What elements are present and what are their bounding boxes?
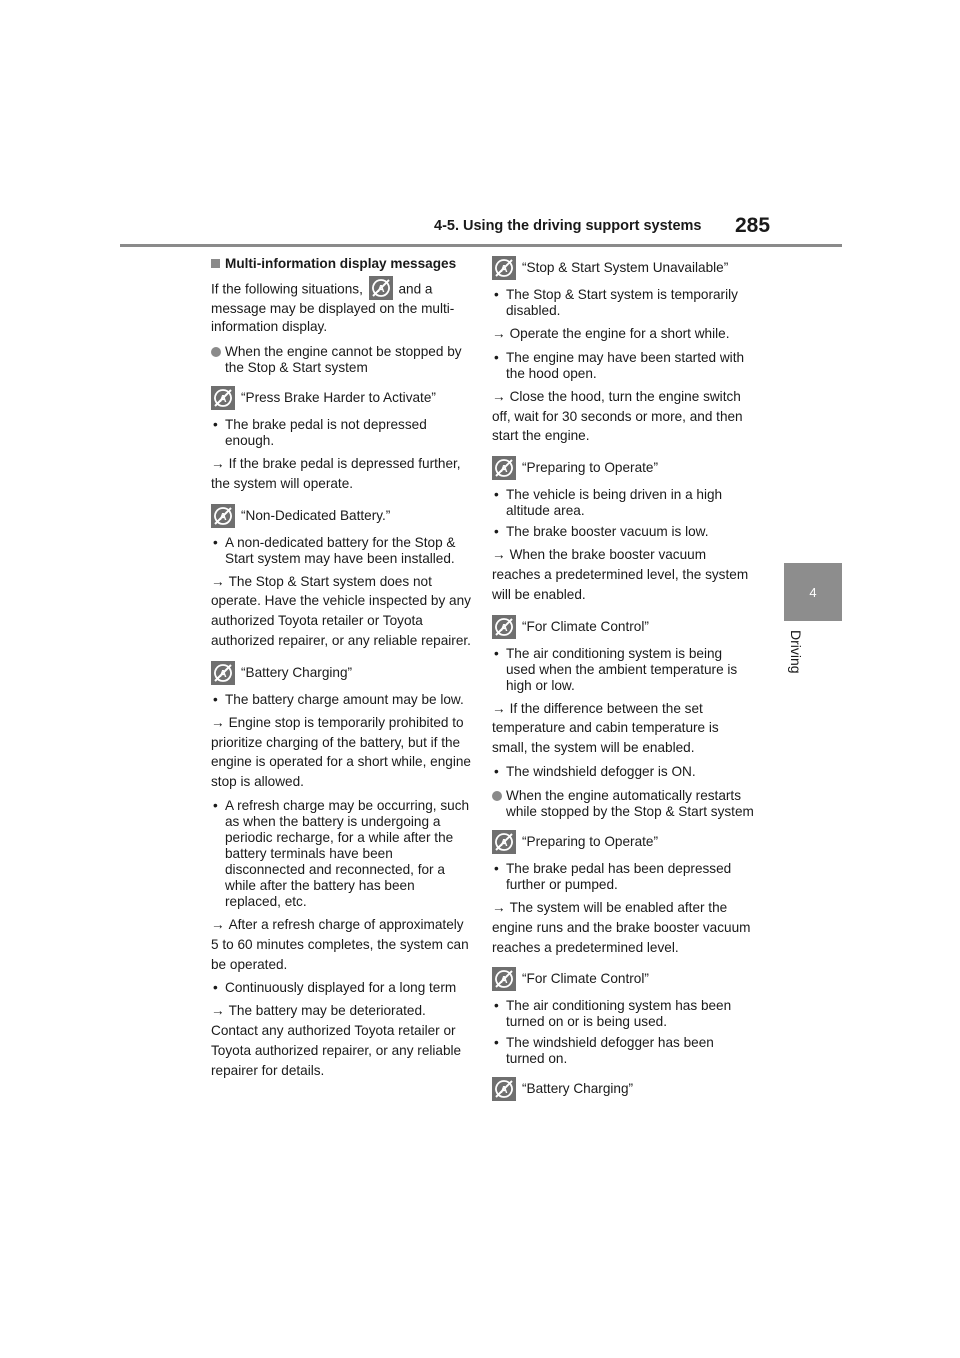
header-divider — [120, 244, 842, 247]
list-item: • The brake pedal has been depressed further or pumped. — [492, 861, 754, 893]
message-title: “Battery Charging” — [211, 661, 473, 685]
stop-and-start-indicator-icon — [492, 1077, 516, 1101]
list-item: • The air conditioning system has been turned on or is being used. — [492, 998, 754, 1030]
arrow-icon: → — [211, 1003, 225, 1019]
intro-text: If the following situations, and a message may be displayed on the multi-information display. — [211, 280, 473, 336]
stop-and-start-indicator-icon — [492, 830, 516, 854]
stop-and-start-indicator-icon — [492, 456, 516, 480]
action-text: → When the brake booster vacuum reaches a predetermined level, the system will be enabled. — [492, 547, 749, 602]
list-item: • The windshield defogger is ON. — [492, 764, 754, 780]
arrow-icon: → — [211, 714, 225, 730]
arrow-icon: → — [492, 899, 506, 915]
message-title: “Battery Charging” — [492, 1077, 754, 1101]
arrow-icon: → — [492, 326, 506, 341]
stop-and-start-indicator-icon — [211, 661, 235, 685]
action-text: → After a refresh charge of approximately 5 to 60 minutes completes, the system can be operated. — [211, 916, 469, 972]
circle-bullet-icon — [211, 347, 221, 357]
chapter-number: 4 — [809, 584, 817, 600]
list-item: • The vehicle is being driven in a high altitude area. — [492, 487, 754, 519]
page-number: 285 — [735, 214, 771, 237]
action-text: → The system will be enabled after the engine runs and the brake booster vacuum reaches a predetermined level. — [492, 899, 751, 955]
list-item: • The windshield defogger has been turned on. — [492, 1035, 754, 1067]
message-title: “Stop & Start System Unavailable” — [492, 256, 754, 280]
list-item: • Continuously displayed for a long term — [211, 980, 473, 996]
stop-and-start-indicator-icon — [492, 967, 516, 991]
left-column — [211, 256, 473, 1087]
message-title: “Preparing to Operate” — [492, 456, 754, 480]
arrow-icon: → — [211, 916, 225, 932]
arrow-icon: → — [492, 388, 506, 404]
action-text: → The battery may be deteriorated. Contact any authorized Toyota retailer or Toyota authorized repairer, or any reliable repairer for details. — [211, 1003, 462, 1078]
list-item: • The brake pedal is not depressed enough. — [211, 417, 473, 449]
message-title: “For Climate Control” — [492, 967, 754, 991]
action-text: → Close the hood, turn the engine switch off, wait for 30 seconds or more, and then start the engine. — [492, 388, 743, 444]
message-title: “Press Brake Harder to Activate” — [211, 386, 473, 410]
square-bullet-icon — [211, 259, 220, 268]
list-item: • The brake booster vacuum is low. — [492, 524, 754, 540]
list-item: • A non-dedicated battery for the Stop & Start system may have been installed. — [211, 535, 473, 567]
chapter-label: Driving — [788, 630, 804, 674]
list-item: • The air conditioning system is being used when the ambient temperature is high or low. — [492, 646, 754, 694]
action-text: → Engine stop is temporarily prohibited to prioritize charging of the battery, but if the engine is operated for a short while, engine stop is allowed. — [211, 714, 471, 790]
arrow-icon: → — [211, 456, 225, 471]
message-title: “Non-Dedicated Battery.” — [211, 504, 473, 528]
list-item: • The Stop & Start system is temporarily disabled. — [492, 287, 754, 319]
section-heading: Multi-information display messages — [211, 256, 473, 272]
section-title: 4-5. Using the driving support systems — [434, 218, 702, 234]
condition-heading: When the engine cannot be stopped by the Stop & Start system — [211, 344, 473, 376]
stop-and-start-indicator-icon — [369, 276, 393, 300]
action-text: → Operate the engine for a short while. — [492, 326, 730, 341]
message-title: “Preparing to Operate” — [492, 830, 754, 854]
stop-and-start-indicator-icon — [211, 386, 235, 410]
chapter-tab — [784, 563, 842, 621]
message-title: “For Climate Control” — [492, 615, 754, 639]
arrow-icon: → — [492, 547, 506, 563]
arrow-icon: → — [492, 700, 506, 716]
list-item: • A refresh charge may be occurring, such as when the battery is undergoing a periodic recharge, for a while after the battery terminals have been disconnected and reconnected, for a while after the battery has been replaced, etc. — [211, 798, 473, 910]
action-text: → If the brake pedal is depressed further, the system will operate. — [211, 456, 461, 491]
list-item: • The engine may have been started with the hood open. — [492, 350, 754, 382]
stop-and-start-indicator-icon — [492, 615, 516, 639]
right-column — [492, 256, 754, 1108]
stop-and-start-indicator-icon — [211, 504, 235, 528]
circle-bullet-icon — [492, 791, 502, 801]
condition-heading: When the engine automatically restarts while stopped by the Stop & Start system — [492, 788, 754, 820]
stop-and-start-indicator-icon — [492, 256, 516, 280]
list-item: • The battery charge amount may be low. — [211, 692, 473, 708]
arrow-icon: → — [211, 573, 225, 589]
action-text: → The Stop & Start system does not operate. Have the vehicle inspected by any authorized Toyota retailer or Toyota authorized repairer, or any reliable repairer. — [211, 573, 471, 648]
action-text: → If the difference between the set temperature and cabin temperature is small, the system will be enabled. — [492, 700, 719, 756]
